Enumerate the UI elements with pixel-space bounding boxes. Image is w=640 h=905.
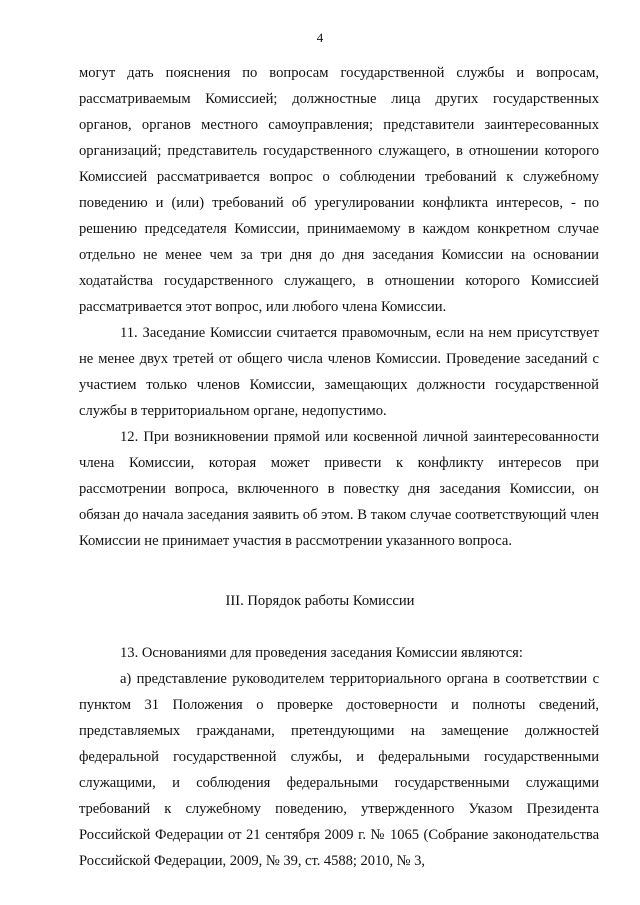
page-number: 4 [316, 30, 324, 45]
paragraph-item-11: 11. Заседание Комиссии считается правомочным, если на нем присутствует не менее двух третей от общего числа членов Комиссии. Проведение заседаний с участием только членов Комиссии, замещающих должности государственной службы в территориальном органе, недопустимо. [79, 325, 599, 419]
body-text-top [79, 60, 599, 554]
paragraph-item-13a: а) представление руководителем территориального органа в соответствии с пунктом 31 Положения о проверке достоверности и полноты сведений, представляемых гражданами, претендующими на замещение должностей федеральной государственной службы, и федеральными государственными служащими, и соблюдения федеральными государственными служащими требований к служебному поведению, утвержденного Указом Президента Российской Федерации от 21 сентября 2009 г. № 1065 (Собрание законодательства Российской Федерации, 2009, № 39, ст. 4588; 2010, № 3, [79, 671, 599, 869]
paragraph-item-12: 12. При возникновении прямой или косвенной личной заинтересованности члена Комиссии, которая может привести к конфликту интересов при рассмотрении вопроса, включенного в повестку дня заседания Комиссии, он обязан до начала заседания заявить об этом. В таком случае соответствующий член Комиссии не принимает участия в рассмотрении указанного вопроса. [79, 429, 599, 549]
paragraph-item-13: 13. Основаниями для проведения заседания Комиссии являются: [120, 645, 523, 661]
body-text-bottom [79, 640, 599, 874]
paragraph-continuation: могут дать пояснения по вопросам государственной службы и вопросам, рассматриваемым Комиссией; должностные лица других государственных органов, органов местного самоуправления; представители заинтересованных организаций; представитель государственного служащего, в отношении которого Комиссией рассматривается вопрос о соблюдении требований к служебному поведению и (или) требований об урегулировании конфликта интересов, - по решению председателя Комиссии, принимаемому в каждом конкретном случае отдельно не менее чем за три дня до дня заседания Комиссии на основании ходатайства государственного служащего, в отношении которого Комиссией рассматривается этот вопрос, или любого члена Комиссии. [79, 65, 599, 315]
section-heading: III. Порядок работы Комиссии [225, 593, 415, 609]
